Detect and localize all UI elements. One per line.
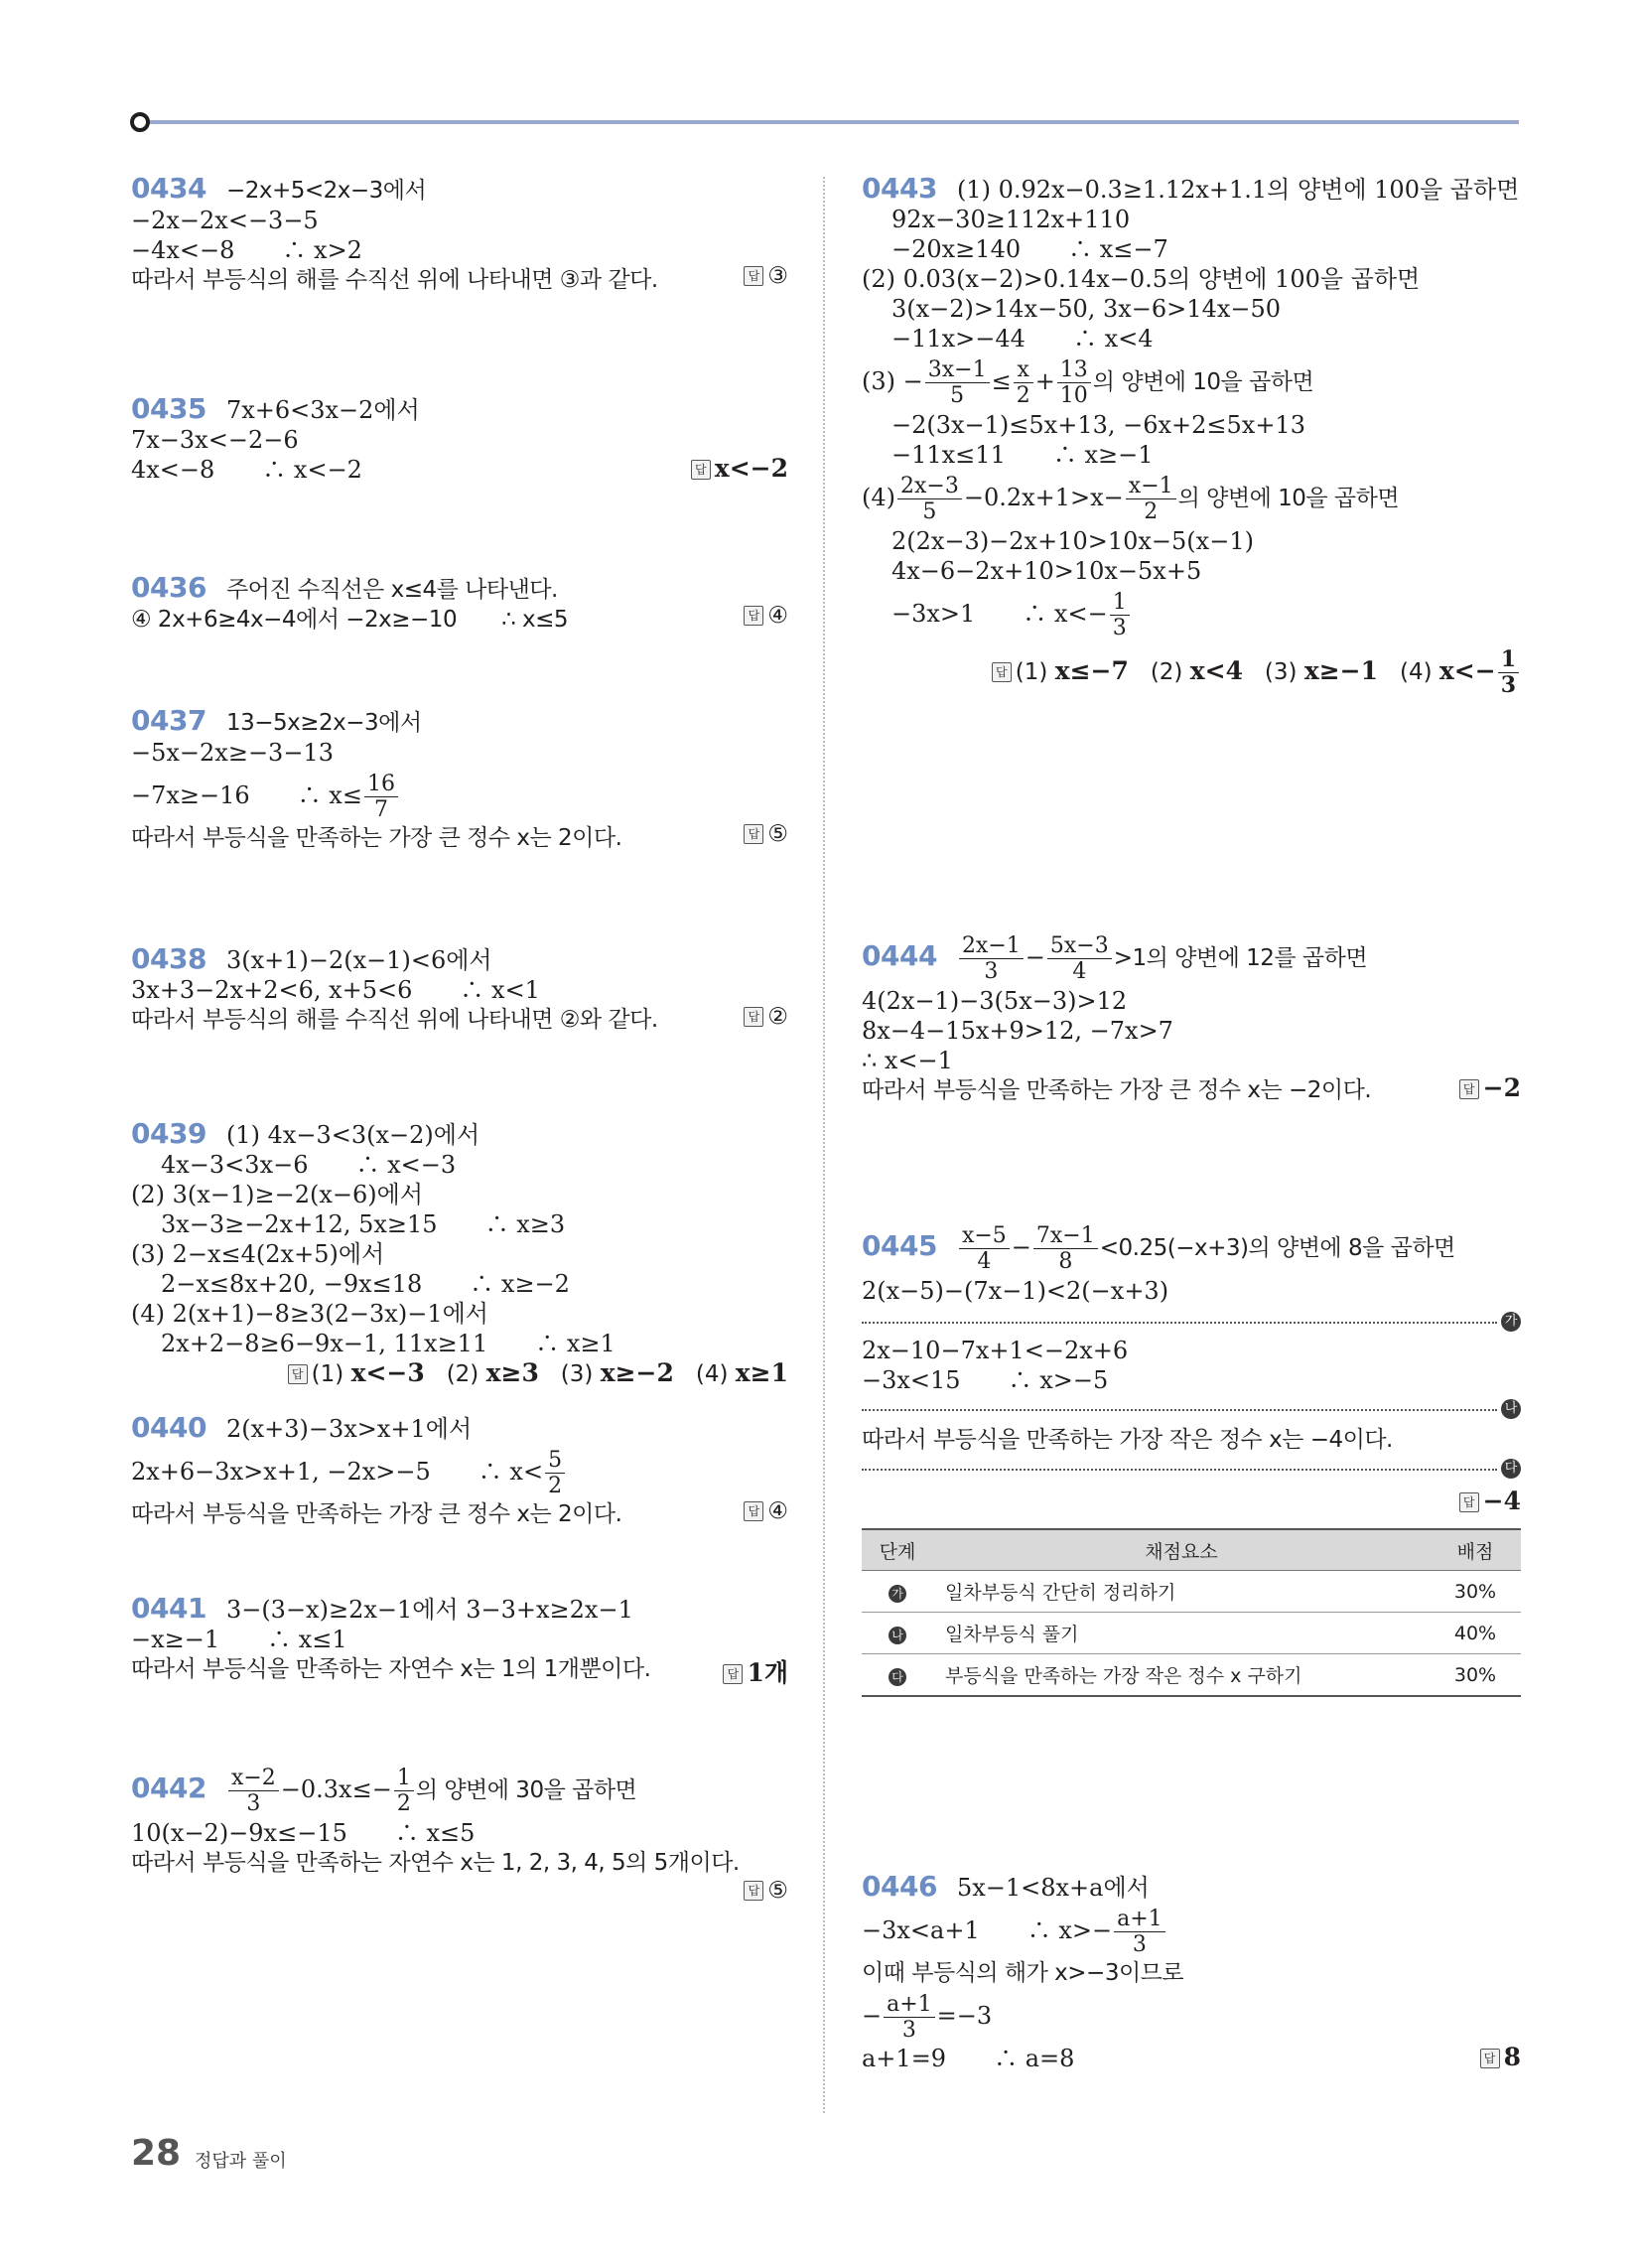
answer-icon: 답: [691, 460, 711, 480]
problem-0435: 0435 7x+6<3x−2에서 7x−3x<−2−6 4x<−8 ∴ x<−2 답 x<−2: [131, 392, 788, 484]
table-row: 나 일차부등식 풀기 40%: [862, 1613, 1521, 1654]
answer: 답 1개: [723, 1653, 788, 1689]
fraction: $\frac{x-2}{3}$: [228, 1766, 279, 1816]
problem-0437: 0437 13−5x≥2x−3에서 −5x−2x≥−3−13 −7x≥−16 ∴ x≤ $\frac{16}{7}$ 따라서 부등식을 만족하는 가장 큰 정수 x는 2이다. 답 ⑤: [131, 704, 788, 851]
table-row: 다 부등식을 만족하는 가장 작은 정수 x 구하기 30%: [862, 1654, 1521, 1697]
problem-number: 0438: [131, 942, 206, 975]
answer: 답 8: [1480, 2043, 1521, 2071]
answer-icon: 답: [744, 606, 763, 626]
problem-0444: 0444 $\frac{2x-1}{3}$ − $\frac{5x-3}{4}$ >1의 양변에 12를 곱하면 4(2x−1)−3(5x−3)>12 8x−4−15x+9>12, −7x>7 ∴ x<−1 따라서 부등식을 만족하는 가장 큰 정수 x는 −2이다. 답 −2: [862, 933, 1521, 1103]
step-divider: [862, 1409, 1497, 1411]
step-divider: [862, 1322, 1497, 1324]
problem-0438: 0438 3(x+1)−2(x−1)<6에서 3x+3−2x+2<6, x+5<6 ∴ x<1 따라서 부등식의 해를 수직선 위에 나타내면 ②와 같다. 답 ②: [131, 942, 788, 1033]
problem-number: 0440: [131, 1411, 206, 1444]
step-divider: [862, 1469, 1497, 1471]
answer: 답 ⑤: [744, 821, 788, 847]
problem-0434: 0434 −2x+5<2x−3에서 −2x−2x<−3−5 −4x<−8 ∴ x>2 따라서 부등식의 해를 수직선 위에 나타내면 ③과 같다. 답 ③: [131, 172, 788, 293]
step-mark-icon: 가: [1501, 1312, 1521, 1332]
answer: 답 (1) x<−3 (2) x≥3 (3) x≥−2 (4) x≥1: [131, 1358, 788, 1387]
answer: 답 x<−2: [691, 454, 788, 483]
answer: 답 −4: [1459, 1487, 1521, 1515]
fraction: $\frac{5}{2}$: [545, 1448, 565, 1498]
answer-icon: 답: [744, 1501, 763, 1521]
answer-icon: 답: [992, 662, 1012, 682]
fraction: $\frac{16}{7}$: [364, 772, 398, 822]
problem-number: 0443: [862, 172, 937, 205]
problem-number: 0446: [862, 1870, 937, 1903]
problem-0443: 0443 (1) 0.92x−0.3≥1.12x+1.1의 양변에 100을 곱하면 92x−30≥112x+110 −20x≥140 ∴ x≤−7 (2) 0.03(x−2)>0.14x−0.5의 양변에 100을 곱하면 3(x−2)>14x−50, 3x−6>14x−50 −11x>−44 ∴ x<4 (3) − $\frac{3x-1}{5}$ ≤ $\frac{x}{2}$ + $\frac{13}{10}$ 의 양변에 10을 곱하면 −2(3x−1)≤5x+13, −6x+2≤5x+13 −11x≤11 ∴ x≥−1 (4) $\frac{2x-3}{5}$ −0.2x+1>x− $\frac{x-1}{2}$ 의 양변에 10을 곱하면 2(2x−3)−2x+10>10x−5(x−1) 4x−6−2x+10>10x−5x+5 −3x>1 ∴ x<− $\frac{1}{3}$ 답 (1) x≤−7 (2) x<4 (3) x≥−1 (4) x<− $\frac{1}{3}$: [862, 174, 1521, 702]
scoring-table: 단계 채점요소 배점 가 일차부등식 간단히 정리하기 30% 나 일차부등식 풀기 40% 다 부등식을 만족하는 가장 작은 정수 x 구하기 30%: [862, 1528, 1521, 1697]
answer-icon: 답: [744, 1007, 763, 1027]
problem-0446: 0446 5x−1<8x+a에서 −3x<a+1 ∴ x>− $\frac{a+1}{3}$ 이때 부등식의 해가 x>−3이므로 − $\frac{a+1}{3}$ =−3 a+1=9 ∴ a=8 답 8: [862, 1870, 1521, 2072]
answer-icon: 답: [1459, 1492, 1479, 1512]
column-divider: [823, 177, 825, 2113]
step-mark-icon: 가: [889, 1585, 906, 1603]
problem-number: 0444: [862, 939, 937, 972]
answer-icon: 답: [744, 266, 763, 286]
table-row: 가 일차부등식 간단히 정리하기 30%: [862, 1571, 1521, 1613]
problem-0440: 0440 2(x+3)−3x>x+1에서 2x+6−3x>x+1, −2x>−5 ∴ x< $\frac{5}{2}$ 따라서 부등식을 만족하는 가장 큰 정수 x는 2이다. 답 ④: [131, 1411, 788, 1527]
problem-number: 0435: [131, 392, 206, 425]
answer: 답 ②: [744, 1004, 788, 1030]
answer-icon: 답: [1480, 2049, 1500, 2068]
problem-number: 0445: [862, 1229, 937, 1262]
answer-icon: 답: [1459, 1079, 1479, 1099]
step-mark-icon: 나: [889, 1627, 906, 1644]
answer-icon: 답: [744, 824, 763, 844]
answer: 답 ④: [744, 603, 788, 629]
answer-icon: 답: [288, 1364, 308, 1384]
problem-number: 0442: [131, 1772, 206, 1804]
problem-0441: 0441 3−(3−x)≥2x−1에서 3−3+x≥2x−1 −x≥−1 ∴ x≤1 따라서 부등식을 만족하는 자연수 x는 1의 1개뿐이다. 답 1개: [131, 1592, 788, 1687]
fraction: $\frac{1}{2}$: [394, 1766, 414, 1816]
footer-label: 정답과 풀이: [195, 2151, 287, 2172]
problem-number: 0439: [131, 1117, 206, 1150]
step-mark-icon: 다: [889, 1668, 906, 1686]
header-bullet-icon: [130, 112, 150, 132]
answer: 답 ④: [744, 1498, 788, 1524]
problem-0436: 0436 주어진 수직선은 x≤4를 나타낸다. ④ 2x+6≥4x−4에서 −2x≥−10 ∴ x≤5 답 ④: [131, 571, 788, 633]
page-number: 28: [131, 2133, 182, 2174]
problem-number: 0434: [131, 172, 206, 205]
answer-icon: 답: [723, 1664, 743, 1684]
step-mark-icon: 다: [1501, 1459, 1521, 1479]
answer: 답 ⑤: [131, 1878, 788, 1904]
problem-0439: 0439 (1) 4x−3<3(x−2)에서 4x−3<3x−6 ∴ x<−3 (2) 3(x−1)≥−2(x−6)에서 3x−3≥−2x+12, 5x≥15 ∴ x≥3 (3) 2−x≤4(2x+5)에서 2−x≤8x+20, −9x≤18 ∴ x≥−2 (4) 2(x+1)−8≥3(2−3x)−1에서 2x+2−8≥6−9x−1, 11x≥11 ∴ x≥1 답 (1) x<−3 (2) x≥3 (3) x≥−2 (4) x≥1: [131, 1117, 788, 1387]
step-mark-icon: 나: [1501, 1399, 1521, 1419]
problem-number: 0436: [131, 571, 206, 604]
answer-icon: 답: [744, 1881, 763, 1901]
problem-0442: 0442 $\frac{x-2}{3}$ −0.3x≤− $\frac{1}{2}$ 의 양변에 30을 곱하면 10(x−2)−9x≤−15 ∴ x≤5 따라서 부등식을 만족하는 자연수 x는 1, 2, 3, 4, 5의 5개이다. 답 ⑤: [131, 1766, 788, 1904]
answer: 답 ③: [744, 263, 788, 289]
answer: 답 (1) x≤−7 (2) x<4 (3) x≥−1 (4) x<− $\frac{1}{3}$: [862, 641, 1521, 702]
problem-0445: 0445 $\frac{x-5}{4}$ − $\frac{7x-1}{8}$ <0.25(−x+3)의 양변에 8을 곱하면 2(x−5)−(7x−1)<2(−x+3) 가 2x−10−7x+1<−2x+6 −3x<15 ∴ x>−5 나 따라서 부등식을 만족하는 가장 작은 정수 x는 −4이다. 다 답 −4 단계 채점요소 배점 가 일차부등식 간단히 정리하기 30% 나 일차부등식 풀기 40% 다 부등식을 만족하는 가장 작은 정수 x 구하기 30%: [862, 1218, 1521, 1455]
problem-number: 0441: [131, 1592, 206, 1625]
answer: 답 −2: [1459, 1073, 1521, 1102]
header-rule: [139, 120, 1519, 124]
problem-number: 0437: [131, 704, 206, 737]
